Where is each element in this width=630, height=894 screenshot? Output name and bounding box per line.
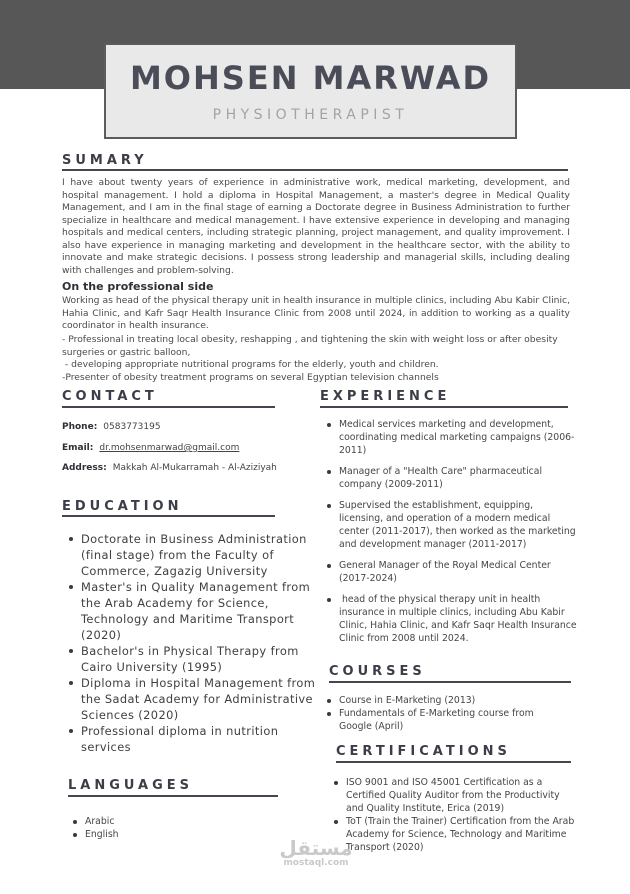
candidate-name: MOHSEN MARWAD bbox=[129, 59, 492, 97]
experience-item: head of the physical therapy unit in health insurance in multiple clinics, including Abu Kabir Clinic, Hahia Clinic, and Kafr Saqr Health Insurance Clinic from 2008 until 2024. bbox=[325, 593, 580, 645]
course-item: Fundamentals of E-Marketing course from Google (April) bbox=[325, 707, 540, 733]
watermark-latin: mostaql.com bbox=[283, 858, 349, 868]
contact-rule bbox=[62, 406, 275, 408]
experience-list bbox=[325, 418, 580, 645]
name-card bbox=[104, 43, 517, 139]
languages-list bbox=[71, 815, 271, 841]
course-item: Course in E-Marketing (2013) bbox=[325, 694, 540, 707]
courses-list bbox=[325, 694, 540, 733]
professional-point: - Professional in treating local obesity, reshapping , and tightening the skin with weight loss or after obesity surgeries or gastric balloon, bbox=[62, 334, 558, 358]
contact-title: CONTACT bbox=[62, 389, 158, 404]
experience-item: General Manager of the Royal Medical Center (2017-2024) bbox=[325, 559, 580, 585]
education-item: Doctorate in Business Administration (final stage) from the Faculty of Commerce, Zagazig University bbox=[67, 531, 325, 579]
education-item: Diploma in Hospital Management from the Sadat Academy for Administrative Sciences (2020) bbox=[67, 675, 325, 723]
languages-rule bbox=[68, 795, 278, 797]
experience-rule bbox=[320, 406, 568, 408]
languages-title: LANGUAGES bbox=[68, 778, 194, 793]
contact-address bbox=[62, 463, 277, 473]
education-rule bbox=[62, 515, 275, 517]
summary-rule bbox=[62, 169, 568, 171]
email-link[interactable]: dr.mohsenmarwad@gmail.com bbox=[99, 443, 240, 453]
phone-label: Phone: bbox=[62, 422, 98, 432]
experience-item: Medical services marketing and development, coordinating medical marketing campaigns (2006-2011) bbox=[325, 418, 580, 457]
mostaql-watermark bbox=[276, 838, 356, 868]
summary-title: SUMARY bbox=[62, 153, 148, 168]
phone-value: 0583773195 bbox=[103, 422, 161, 432]
certifications-rule bbox=[336, 761, 571, 763]
education-title: EDUCATION bbox=[62, 499, 183, 514]
address-value: Makkah Al-Mukarramah - Al-Aziziyah bbox=[112, 463, 277, 473]
professional-point: -Presenter of obesity treatment programs on several Egyptian television channels bbox=[62, 372, 439, 383]
education-item: Master's in Quality Management from the Arab Academy for Science, Technology and Maritime Transport (2020) bbox=[67, 579, 325, 643]
summary-text: I have about twenty years of experience in administrative work, medical marketing, development, and hospital management. I hold a diploma in Hospital Management, a master's degree in Medical Quality Management, and I am in the final stage of earning a Doctorate degree in Business Administration to further specialize in healthcare and medical management. I have extensive experience in developing and managing hospitals and medical centers, including strategic planning, project management, and quality improvement. I also have experience in managing marketing and development in the healthcare sector, with the ability to innovate and make strategic decisions. I possess strong leadership and managerial skills, including dealing with challenges and problem-solving. bbox=[62, 177, 570, 276]
experience-item: Manager of a "Health Care" pharmaceutical company (2009-2011) bbox=[325, 465, 580, 491]
education-item: Bachelor's in Physical Therapy from Cairo University (1995) bbox=[67, 643, 325, 675]
certification-item: ISO 9001 and ISO 45001 Certification as a Certified Quality Auditor from the Productivity and Quality Institute, Erica (2019) bbox=[332, 776, 580, 815]
certifications-title: CERTIFICATIONS bbox=[336, 744, 511, 759]
candidate-role: PHYSIOTHERAPIST bbox=[212, 107, 409, 123]
experience-item: Supervised the establishment, equipping, licensing, and operation of a modern medical center (2011-2017), then worked as the marketing and development manager (2011-2017) bbox=[325, 499, 580, 551]
professional-point: - developing appropriate nutritional programs for the elderly, youth and children. bbox=[62, 359, 439, 370]
certification-item: ToT (Train the Trainer) Certification from the Arab Academy for Science, Technology and Maritime Transport (2020) bbox=[332, 815, 580, 854]
certifications-list bbox=[332, 776, 580, 854]
professional-heading: On the professional side bbox=[62, 280, 214, 293]
language-item: English bbox=[71, 828, 271, 841]
email-label: Email: bbox=[62, 443, 94, 453]
professional-text: Working as head of the physical therapy unit in health insurance in multiple clinics, including Abu Kabir Clinic, Hahia Clinic, and Kafr Saqr Health Insurance Clinic from 2008 until 2024, in addition to working as a quality coordinator in health insurance. bbox=[62, 295, 570, 331]
address-label: Address: bbox=[62, 463, 107, 473]
education-item: Professional diploma in nutrition services bbox=[67, 723, 325, 755]
watermark-arabic: مستقل bbox=[279, 836, 353, 860]
contact-email bbox=[62, 443, 239, 453]
language-item: Arabic bbox=[71, 815, 271, 828]
education-list bbox=[67, 531, 325, 755]
courses-title: COURSES bbox=[329, 664, 426, 679]
contact-phone bbox=[62, 422, 161, 432]
courses-rule bbox=[329, 681, 571, 683]
experience-title: EXPERIENCE bbox=[320, 389, 451, 404]
